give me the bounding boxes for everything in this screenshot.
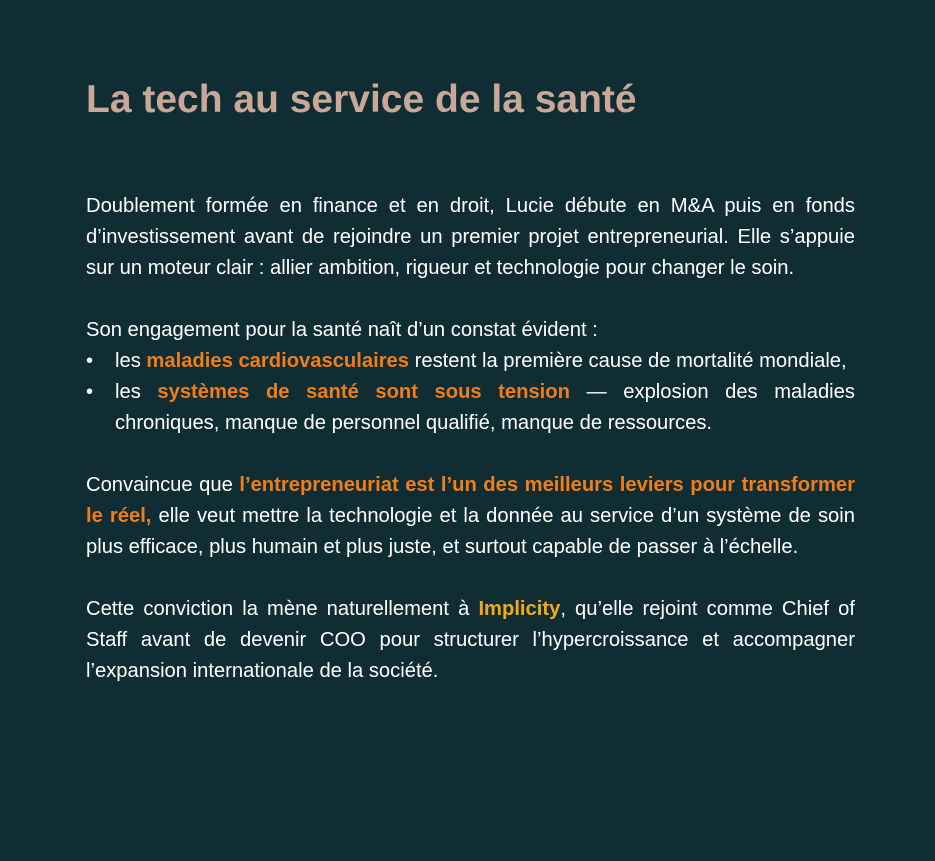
page-title: La tech au service de la santé bbox=[86, 78, 637, 121]
bullet-icon: • bbox=[86, 381, 94, 403]
list-item: • les maladies cardiovasculaires restent la première cause de mortalité mondiale, bbox=[86, 346, 855, 377]
bullet-icon: • bbox=[86, 350, 94, 372]
engagement-list bbox=[86, 346, 855, 439]
paragraph-background: Doublement formée en finance et en droit, Lucie débute en M&A puis en fonds d’investissement avant de rejoindre un premier projet entrepreneurial. Elle s’appuie sur un moteur clair : allier ambition, rigueur et technologie pour changer le soin. bbox=[86, 195, 855, 279]
paragraph-engagement-intro: Son engagement pour la santé naît d’un constat évident : bbox=[86, 319, 598, 341]
body-text bbox=[86, 191, 855, 687]
paragraph-implicity: Cette conviction la mène naturellement à Implicity, qu’elle rejoint comme Chief of Staff avant de devenir COO pour structurer l’hypercroissance et accompagner l’expansion internationale de la société. bbox=[86, 598, 855, 682]
highlight-text: l’entrepreneuriat est l’un des meilleurs leviers pour transformer le réel, bbox=[86, 474, 855, 527]
highlight-text: maladies cardiovasculaires bbox=[146, 350, 410, 372]
highlight-text: systèmes de santé sont sous tension bbox=[157, 381, 570, 403]
list-item: • les systèmes de santé sont sous tension — explosion des maladies chroniques, manque de personnel qualifié, manque de ressources. bbox=[86, 377, 855, 439]
paragraph-conviction: Convaincue que l’entrepreneuriat est l’un des meilleurs leviers pour transformer le réel, elle veut mettre la technologie et la donnée au service d’un système de soin plus efficace, plus humain et plus juste, et surtout capable de passer à l’échelle. bbox=[86, 474, 855, 558]
brand-name-implicity: Implicity bbox=[478, 598, 561, 620]
